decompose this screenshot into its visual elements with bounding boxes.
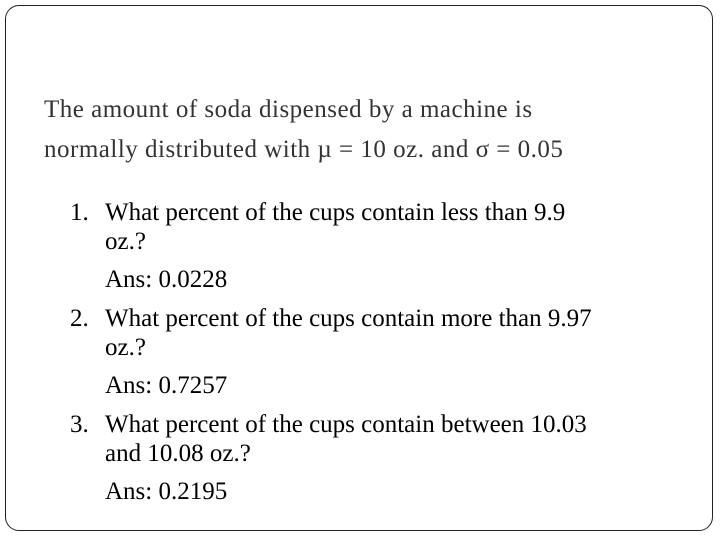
- question-item: [70, 302, 700, 398]
- question-text: [105, 408, 700, 466]
- question-text-line-1: What percent of the cups contain less than 9.9: [105, 199, 566, 226]
- question-text: [105, 302, 700, 360]
- question-number: 3.: [70, 411, 89, 438]
- question-text: [105, 196, 700, 254]
- question-number: 2.: [70, 305, 89, 332]
- question-answer: Ans: 0.2195: [105, 478, 228, 505]
- question-item: [70, 408, 700, 504]
- question-item: [70, 196, 700, 292]
- problem-statement-line-2: normally distributed with µ = 10 oz. and σ = 0.05: [44, 136, 564, 163]
- problem-statement-line-1: The amount of soda dispensed by a machine is: [44, 96, 533, 123]
- question-text-line-2: oz.?: [105, 334, 146, 361]
- question-text-line-1: What percent of the cups contain more than 9.97: [105, 305, 592, 332]
- problem-statement: [44, 90, 694, 170]
- question-text-line-2: oz.?: [105, 228, 146, 255]
- question-answer: Ans: 0.7257: [105, 372, 228, 399]
- question-text-line-2: and 10.08 oz.?: [105, 440, 251, 467]
- question-text-line-1: What percent of the cups contain between 10.03: [105, 411, 587, 438]
- question-number: 1.: [70, 199, 89, 226]
- slide-frame: [5, 5, 713, 531]
- question-list: [70, 196, 700, 504]
- question-answer: Ans: 0.0228: [105, 266, 228, 293]
